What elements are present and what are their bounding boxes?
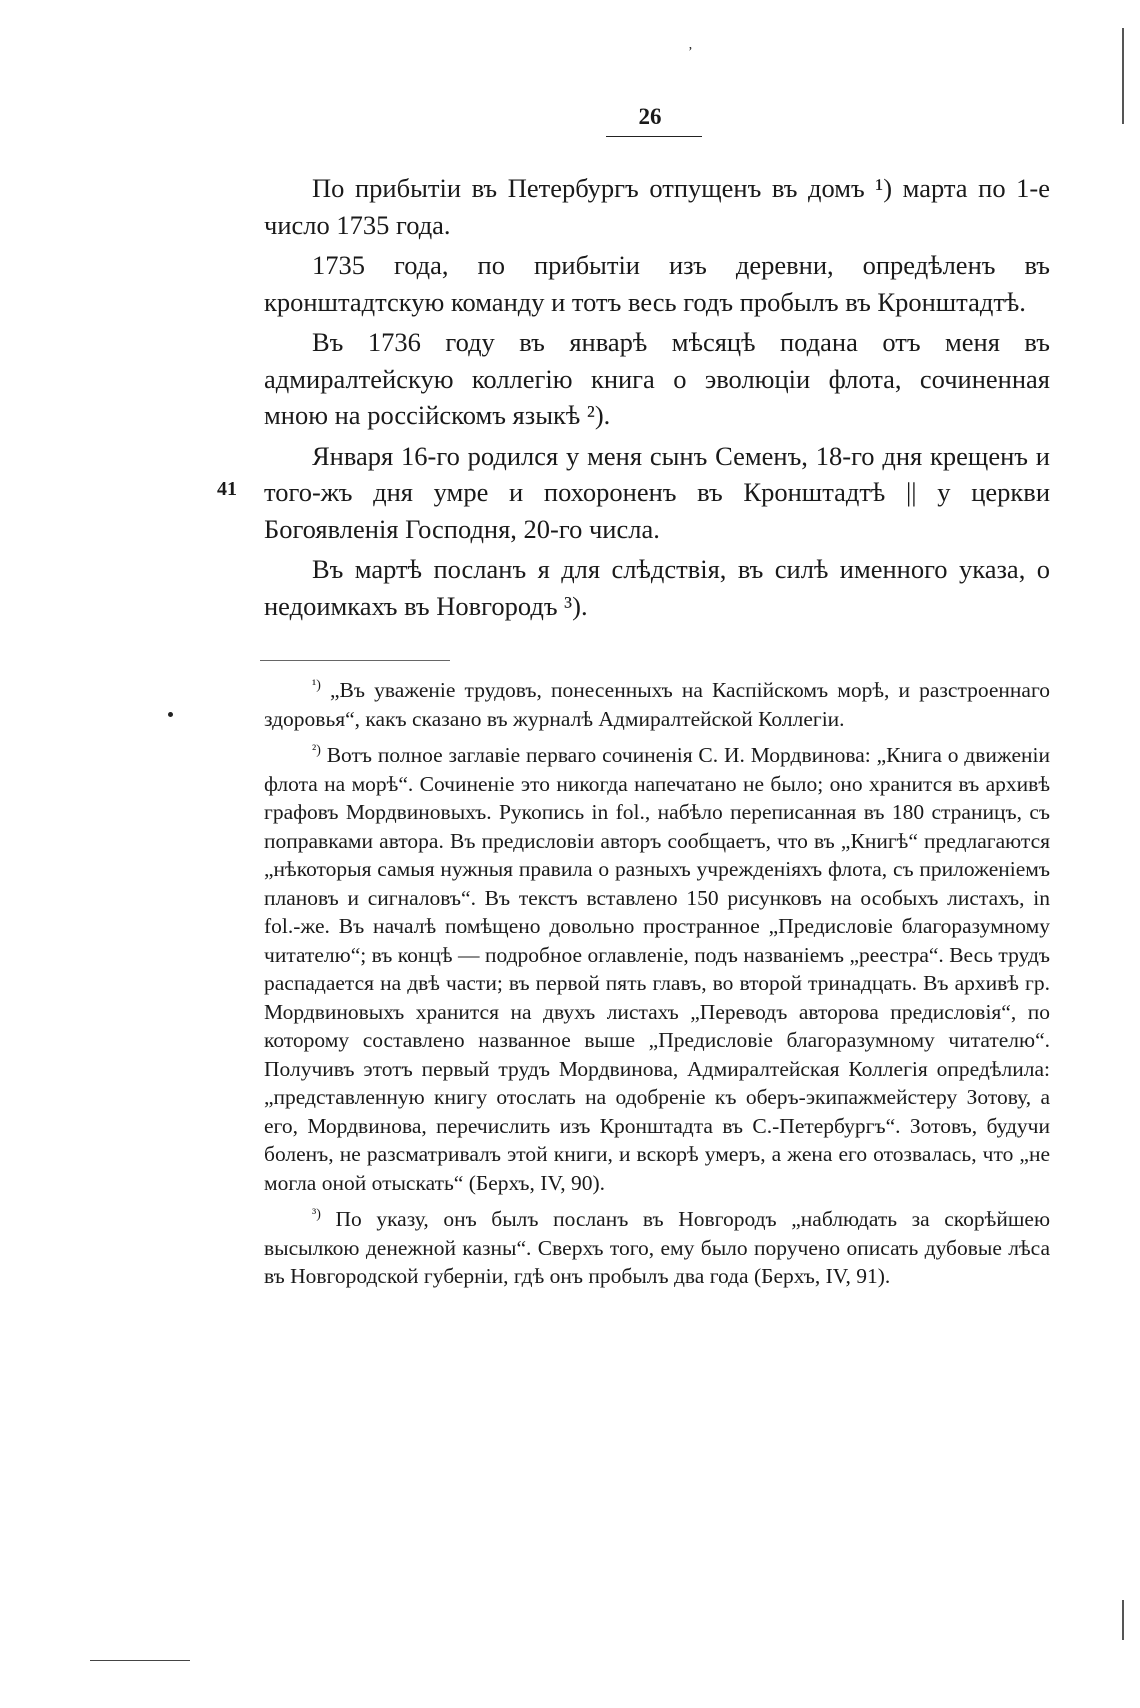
- footnote: [264, 741, 1050, 1197]
- page-edge-line-bottom: [1122, 1600, 1124, 1640]
- page-number-rule: [606, 136, 702, 137]
- page-number: 26: [638, 104, 662, 129]
- footnote-text: Вотъ полное заглавіе перваго сочиненія С. И. Мордвинова: „Книга о движеніи флота на морѣ“. Сочиненіе это никогда напечатано не было; оно хранится въ архивѣ графовъ Мордвиновыхъ. Рукопись in fol., набѣло переписанная въ 180 страницъ, съ поправками автора. Въ предисловіи авторъ сообщаетъ, что въ „Книгѣ“ предлагаются „нѣкоторыя самыя нужныя правила о разныхъ учрежденіяхъ флота, съ приложеніемъ плановъ и сигналовъ“. Въ текстъ вставлено 150 рисунковъ на особыхъ листахъ, in fol.-же. Въ началѣ помѣщено довольно пространное „Предисловіе благоразумному читателю“; въ концѣ — подробное оглавленіе, подъ названіемъ „реестра“. Весь трудъ распадается на двѣ части; въ первой пять главъ, во второй тринадцать. Въ архивѣ гр. Мордвиновыхъ хранится на двухъ листахъ „Переводъ авторова предисловія“, по которому составлено названное выше „Предисловіе благоразумному читателю“. Получивъ этотъ первый трудъ Мордвинова, Адмиралтейская Коллегія опредѣлила: „представленную книгу отослать на одобреніе къ оберъ-экипажмейстеру Зотову, а его, Мордвинова, перечислить изъ Кронштадта въ С.-Петербургъ“. Зотовъ, будучи боленъ, не разсматривалъ этой книги, и вскорѣ умеръ, а жена его отозвалась, что „не могла оной отыскать“ (Берхъ, IV, 90).: [264, 743, 1050, 1195]
- scan-dot: [168, 712, 173, 717]
- paragraph: Въ мартѣ посланъ я для слѣдствія, въ силѣ именного указа, о недоимкахъ въ Новгородъ ³).: [264, 554, 1050, 621]
- footnote: [264, 676, 1050, 733]
- bottom-rule: [90, 1660, 190, 1661]
- footnote-separator: [260, 660, 450, 661]
- paragraph: По прибытіи въ Петербургъ отпущенъ въ домъ ¹) марта по 1-е число 1735 года.: [264, 173, 1050, 240]
- paragraph: Въ 1736 году въ январѣ мѣсяцѣ подана отъ меня въ адмиралтейскую коллегію книга о эволюціи флота, сочиненная мною на россійскомъ языкѣ ²).: [264, 327, 1050, 430]
- footnote-mark: ³): [312, 1206, 321, 1222]
- margin-note: 41: [217, 478, 237, 500]
- footnote-text: „Въ уваженіе трудовъ, понесенныхъ на Каспійскомъ морѣ, и разстроеннаго здоровья“, какъ сказано въ журналѣ Адмиралтейской Коллегіи.: [264, 678, 1051, 731]
- footnote: [264, 1205, 1050, 1291]
- footnote-mark: ²): [312, 742, 321, 758]
- footnote-mark: ¹): [312, 677, 321, 693]
- footnote-text: По указу, онъ былъ посланъ въ Новгородъ „наблюдать за скорѣйшею высылкою денежной казны“. Сверхъ того, ему было поручено описать дубовые лѣса въ Новгородской губерніи, гдѣ онъ пробылъ два года (Берхъ, IV, 91).: [264, 1207, 1051, 1288]
- scan-mark: ʼ: [688, 45, 693, 60]
- page-edge-line-top: [1122, 28, 1124, 124]
- main-text: [264, 170, 1050, 628]
- paragraph: Января 16-го родился у меня сынъ Семенъ, 18-го дня крещенъ и того-жъ дня умре и похороненъ въ Кронштадтѣ || у церкви Богоявленія Господня, 20-го числа.: [264, 440, 1050, 544]
- footnotes: [264, 676, 1050, 1299]
- paragraph: 1735 года, по прибытіи изъ деревни, опредѣленъ въ кронштадтскую команду и тотъ весь годъ пробылъ въ Кронштадтѣ.: [264, 250, 1050, 317]
